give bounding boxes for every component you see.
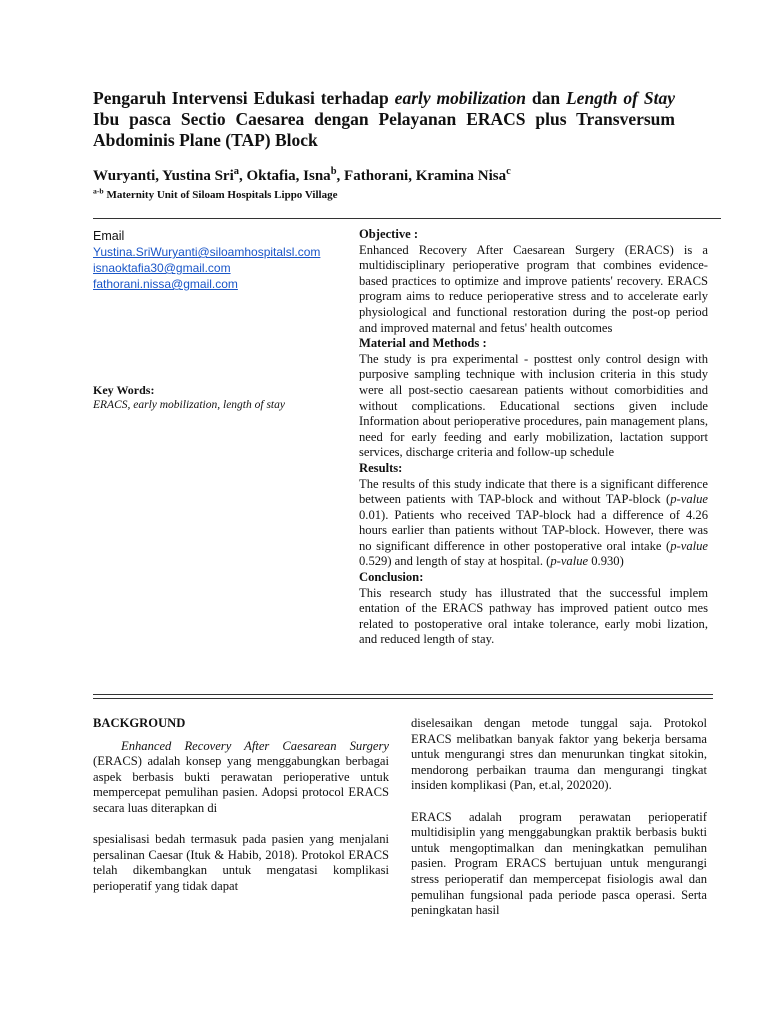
email-link-1[interactable]: Yustina.SriWuryanti@siloamhospitalsl.com [93,245,321,259]
background-paragraph-2: spesialisasi bedah termasuk pada pasien yang menjalani persalinan Caesar (Ituk & Habib, 2018). Protokol ERACS telah dikembangkan untuk mengatasi komplikasi perioperatif yang tidak dapat [93,832,389,893]
objective-heading: Objective : [359,227,419,241]
background-paragraph-1: Enhanced Recovery After Caesarean Surgery (ERACS) adalah konsep yang menggabungkan berbagai aspek berbasis bukti perawatan perioperative untuk mempercepat pemulihan pasien. Adopsi protocol ERACS secara luas diterapkan di [93,738,389,815]
conclusion-text: This research study has illustrated that the successful implem entation of the ERACS pathway has improved patient outco mes related to postoperative oral intake tolerance, early mobi lization, and reduced length of stay. [359,585,708,647]
objective-text: Enhanced Recovery After Caesarean Surgery (ERACS) is a multidisciplinary perioperative program that combines evidence-based practices to optimize and improve patients' recovery. ERACS program aims to reduce perioperative stress and to accelerate early physiological and functional restoration during the post-op period and improved maternal and fetus' health outcomes [359,242,708,335]
email-link-3[interactable]: fathorani.nissa@gmail.com [93,277,238,291]
abstract-divider-2 [93,698,713,699]
results-heading: Results: [359,460,403,475]
header-divider [93,218,721,219]
keywords-block [93,382,353,413]
email-link-2[interactable]: isnaoktafia30@gmail.com [93,261,231,275]
paper-title: Pengaruh Intervensi Edukasi terhadap early mobilization dan Length of Stay Ibu pasca Sectio Caesarea dengan Pelayanan ERACS plus Transversum Abdominis Plane (TAP) Block [93,88,675,150]
methods-text: The study is pra experimental - posttest only control design with purposive sampling technique with inclusion criteria in this study were all post-sectio caesarean patients without comorbidities and without complications. Educational sections given include Information about perioperative procedures, pain management plans, need for early feeding and early mobilization, lactation support services, discharge criteria and follow-up schedule [359,351,708,460]
background-paragraph-3: diselesaikan dengan metode tunggal saja. Protokol ERACS melibatkan banyak faktor yang bekerja bersama untuk mengurangi stres dan menurunkan tingkat sitokin, mendorong perbaikan trauma dan mengurangi tingkat insiden komplikasi (Pan, et.al, 202020). [411,716,707,793]
keywords-label: Key Words: [93,383,155,397]
conclusion-heading: Conclusion: [359,570,424,585]
email-label: Email [93,229,125,243]
body-column-left [93,716,389,895]
abstract [359,227,708,648]
author-list: Wuryanti, Yustina Sri$^a$, Oktafia, Isna$^b$, Fathorani, Kramina Nisa$^c$ [93,166,511,184]
abstract-divider-1 [93,694,713,695]
background-paragraph-4: ERACS adalah program perawatan perioperatif multidisiplin yang menggabungkan praktik berbasis bukti untuk mengoptimalkan dan meningkatkan pemulihan pasien. Program ERACS bertujuan untuk mengurangi stress perioperatif dan mempercepat fisiologis awal dan pemulihan fungsional pada periode pasca operasi. Serta peningkatan hasil [411,809,707,918]
background-heading: BACKGROUND [93,716,186,730]
affiliation: $^{a-b}$ Maternity Unit of Siloam Hospitals Lippo Village [93,186,338,201]
contact-block [93,228,353,292]
results-text: The results of this study indicate that there is a significant difference between patients with TAP-block and without TAP-block (p-value 0.01). Patients who received TAP-block had a difference of 4.26 hours earlier than patients without TAP-block. However, there was no significant difference in other postoperative oral intake (p-value 0.529) and length of stay at hospital. (p-value 0.930) [359,476,708,569]
keywords-text: ERACS, early mobilization, length of stay [93,399,285,411]
body-column-right [411,716,707,919]
methods-heading: Material and Methods : [359,336,487,351]
